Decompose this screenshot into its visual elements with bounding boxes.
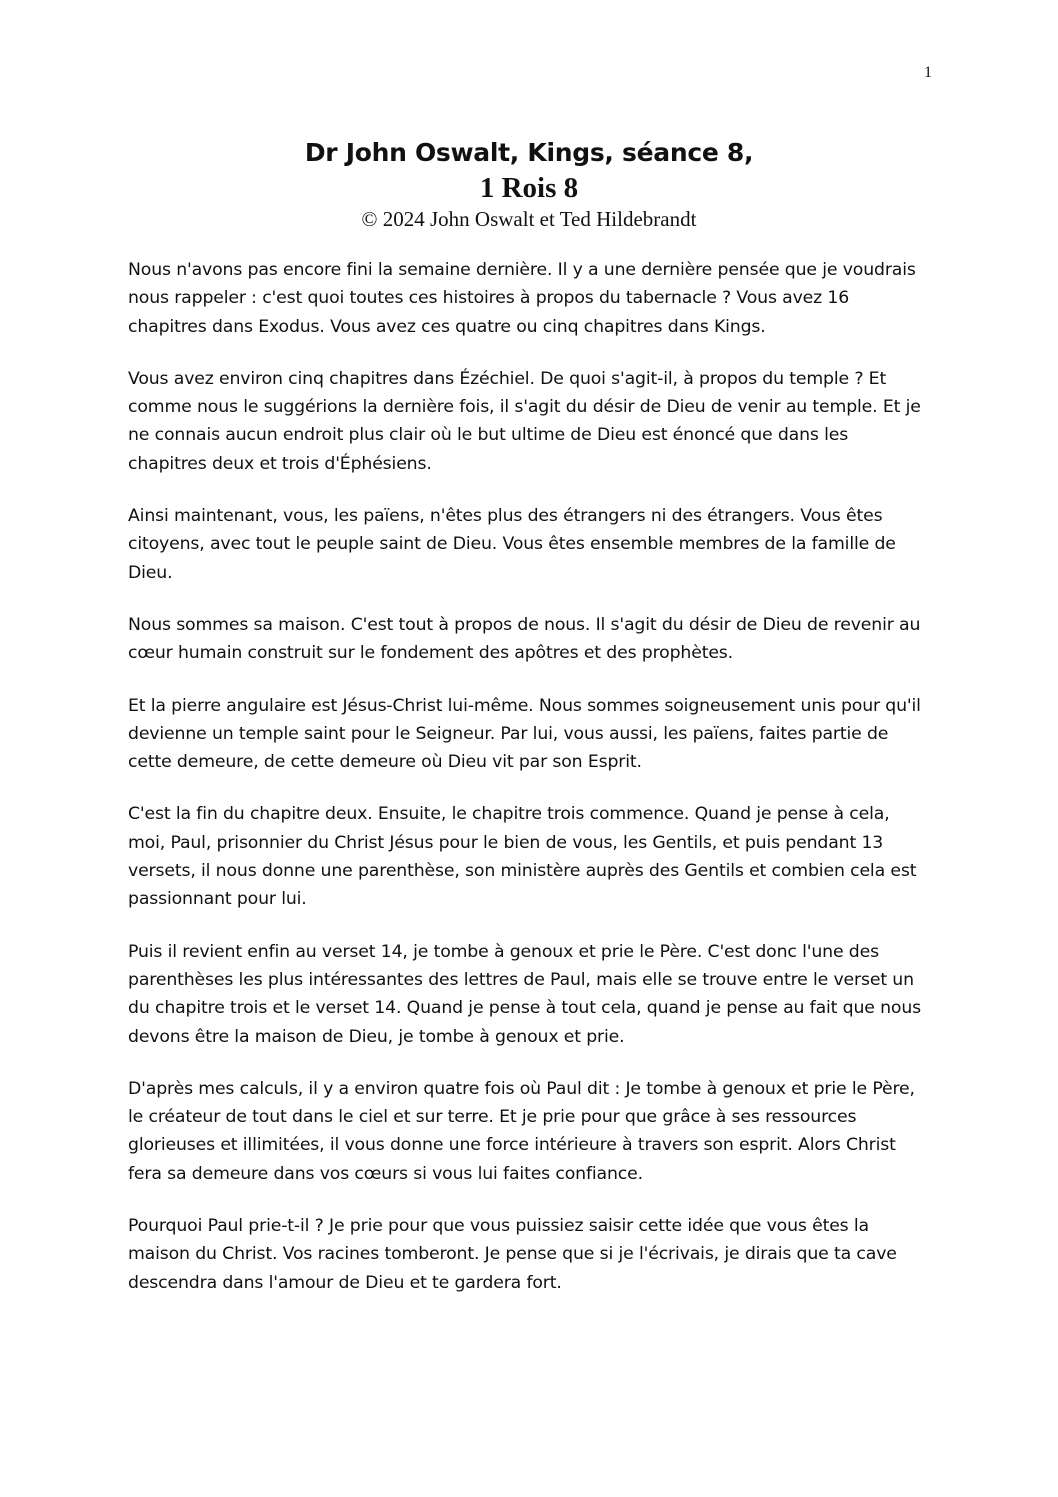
paragraph: Vous avez environ cinq chapitres dans Ézéchiel. De quoi s'agit-il, à propos du temple ? Et comme nous le suggérions la dernière fois, il s'agit du désir de Dieu de venir au temple. Et je ne connais aucun endroit plus clair où le but ultime de Dieu est énoncé que dans les chapitres deux et trois d'Éphésiens.	[128, 368, 921, 474]
paragraph: D'après mes calculs, il y a environ quatre fois où Paul dit : Je tombe à genoux et prie le Père, le créateur de tout dans le ciel et sur terre. Et je prie pour que grâce à ses ressources glorieuses et illimitées, il vous donne une force intérieure à travers son esprit. Alors Christ fera sa demeure dans vos cœurs si vous lui faites confiance.	[128, 1078, 915, 1184]
paragraph: Nous n'avons pas encore fini la semaine dernière. Il y a une dernière pensée que je voudrais nous rappeler : c'est quoi toutes ces histoires à propos du tabernacle ? Vous avez 16 chapitres dans Exodus. Vous avez ces quatre ou cinq chapitres dans Kings.	[128, 260, 916, 337]
document-header	[0, 136, 1058, 232]
document-subtitle: 1 Rois 8	[479, 172, 579, 204]
document-body	[128, 256, 928, 1321]
paragraph: Nous sommes sa maison. C'est tout à propos de nous. Il s'agit du désir de Dieu de revenir au cœur humain construit sur le fondement des apôtres et des prophètes.	[128, 614, 921, 664]
copyright-line: © 2024 John Oswalt et Ted Hildebrandt	[361, 207, 697, 231]
page-number: 1	[924, 64, 932, 81]
paragraph: C'est la fin du chapitre deux. Ensuite, le chapitre trois commence. Quand je pense à cela, moi, Paul, prisonnier du Christ Jésus pour le bien de vous, les Gentils, et puis pendant 13 versets, il nous donne une parenthèse, son ministère auprès des Gentils et combien cela est passionnant pour lui.	[128, 804, 917, 910]
paragraph: Et la pierre angulaire est Jésus-Christ lui-même. Nous sommes soigneusement unis pour qu'il devienne un temple saint pour le Seigneur. Par lui, vous aussi, les païens, faites partie de cette demeure, de cette demeure où Dieu vit par son Esprit.	[128, 695, 921, 773]
document-title: Dr John Oswalt, Kings, séance 8,	[304, 138, 754, 167]
paragraph: Puis il revient enfin au verset 14, je tombe à genoux et prie le Père. C'est donc l'une des parenthèses les plus intéressantes des lettres de Paul, mais elle se trouve entre le verset un du chapitre trois et le verset 14. Quand je pense à tout cela, quand je pense au fait que nous devons être la maison de Dieu, je tombe à genoux et prie.	[128, 941, 921, 1047]
paragraph: Ainsi maintenant, vous, les païens, n'êtes plus des étrangers ni des étrangers. Vous êtes citoyens, avec tout le peuple saint de Dieu. Vous êtes ensemble membres de la famille de Dieu.	[128, 506, 896, 583]
paragraph: Pourquoi Paul prie-t-il ? Je prie pour que vous puissiez saisir cette idée que vous êtes la maison du Christ. Vos racines tomberont. Je pense que si je l'écrivais, je dirais que ta cave descendra dans l'amour de Dieu et te gardera fort.	[128, 1216, 897, 1293]
